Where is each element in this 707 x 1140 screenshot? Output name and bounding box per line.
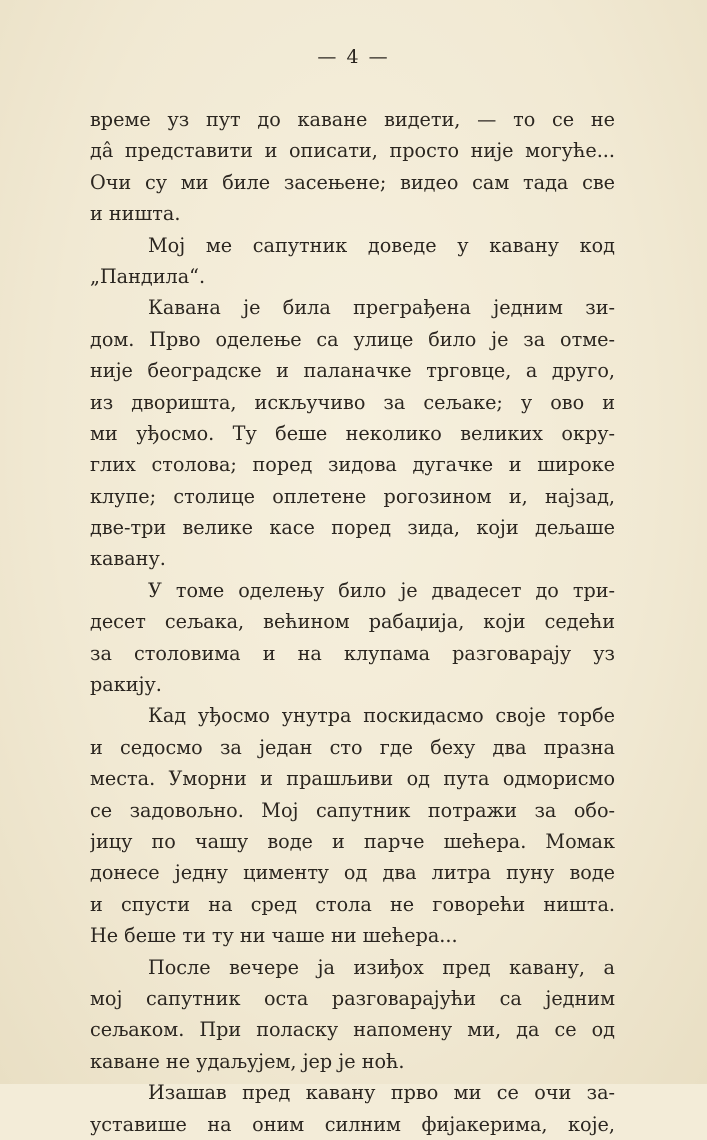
text-line: донесе једну циментy од два литра пуну воде [90,861,615,885]
text-line: Изашав пред кавану прво ми се очи за- [148,1081,615,1105]
text-line: две-три велике касе поред зида, који дељаше [90,516,615,540]
text-line: глих столова; поред зидова дугачке и широке [90,453,615,477]
text-line: и ништа. [90,202,181,226]
text-line: дâ представити и описати, просто није могуће... [90,139,615,163]
text-line: кавану. [90,547,166,571]
text-line: и спусти на сред стола не говорећи ништа. [90,892,615,916]
text-line: Кад уђосмо унутра поскидасмо своје торбе [148,704,615,728]
text-line: за столовима и на клупама разговарају уз [90,641,615,665]
text-line: дом. Прво оделење са улице било је за отме- [90,327,615,351]
text-line: Очи су ми биле засењене; видео сам тада све [90,170,615,194]
text-line: ми уђосмо. Ту беше неколико великих окру- [90,421,615,445]
text-line: Не беше ти ту ни чаше ни шећера... [90,924,458,948]
text-line: У томе оделењу било је двадесет до три- [148,578,615,602]
text-line: каване не удаљујем, јер је ноћ. [90,1049,405,1073]
text-line: Мој ме сапутник доведе у кавану код [148,233,615,257]
text-line: мој сапутник оста разговарајући са једним [90,986,615,1010]
text-line: време уз пут до каване видети, — то се не [90,108,615,131]
text-line: „Пандила“. [90,264,206,288]
text-line: није београдске и паланачке трговце, а друго, [90,359,615,383]
text-line: ракију. [90,673,162,697]
text-line: Кавана је била преграђена једним зи- [148,296,615,320]
text-line: клупе; столице оплетене рогозином и, најзад, [90,484,615,508]
page-number-header: — 4 — [317,46,390,68]
body-text [90,104,615,1140]
text-line: После вечере ја изиђох пред кавану, а [148,955,615,979]
text-line: јицу по чашу воде и парче шећера. Момак [90,829,615,853]
text-line: сељаком. При поласку напомену ми, да се од [90,1018,615,1042]
text-line: из дворишта, искључиво за сељаке; у ово и [90,390,615,414]
text-line: десет сељака, већином рабаџија, који седећи [90,610,615,634]
text-line: уставише на оним силним фијакерима, које, [90,1112,615,1136]
text-line: и седосмо за један сто где беху два празна [90,735,615,759]
text-line: се задовољно. Мој сапутник потражи за обо- [90,798,615,822]
text-line: места. Уморни и прашљиви од пута одморисмо [90,767,615,791]
